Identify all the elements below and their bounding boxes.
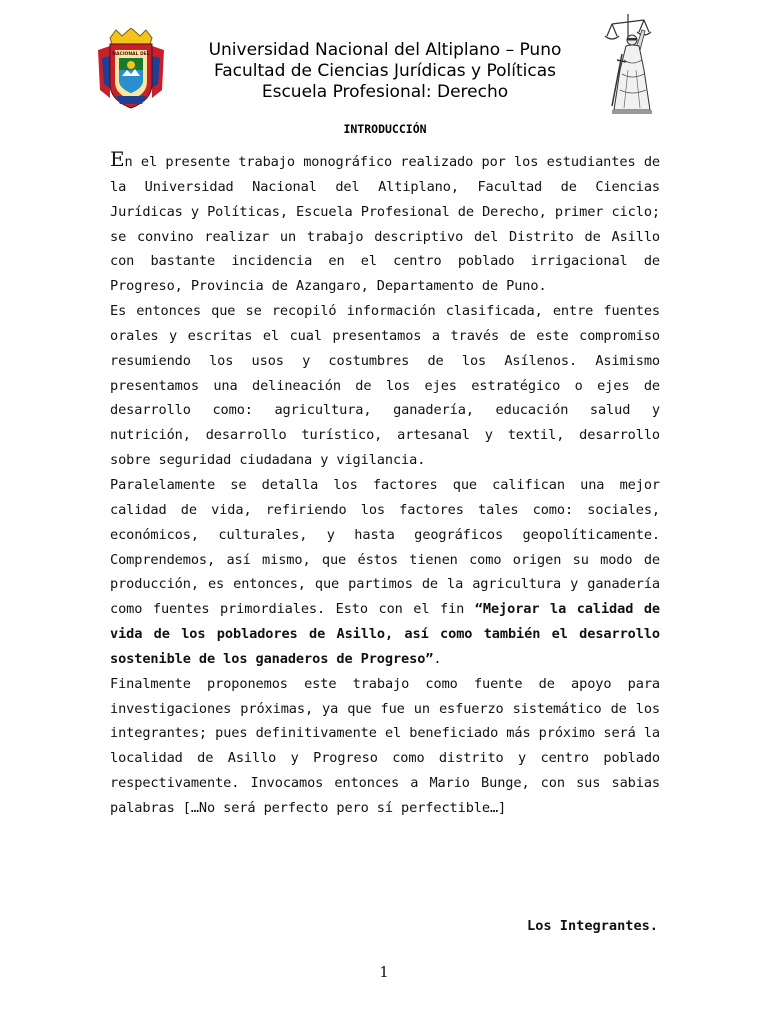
paragraph-1 xyxy=(110,147,660,299)
document-title: INTRODUCCIÓN xyxy=(343,122,427,136)
svg-text:NACIONAL DEL: NACIONAL DEL xyxy=(112,52,150,57)
institution-heading xyxy=(180,40,590,103)
paragraph-1-text: n el presente trabajo monográfico realizado por los estudiantes de la Universidad Nacional del Altiplano, Facultad de Ciencias Jurídicas y Políticas, Escuela Profesional de Derecho, primer ciclo; se convino realizar un trabajo descriptivo del Distrito de Asillo con bastante incidencia en el centro poblado irrigacional de Progreso, Provincia de Azangaro, Departamento de Puno. xyxy=(110,154,660,295)
school-name: Escuela Profesional: Derecho xyxy=(261,82,509,102)
paragraph-3-end: . xyxy=(433,650,442,667)
paragraph-4: Finalmente proponemos este trabajo como fuente de apoyo para investigaciones próximas, ya que fue un esfuerzo sistemático de los integrantes; pues definitivamente el beneficiado más próximo será la localidad de Asillo y Progreso como distrito y centro poblado respectivamente. Invocamos entonces a Mario Bunge, con sus sabias palabras […No será perfecto pero sí perfectible…] xyxy=(110,675,660,816)
page-number: 1 xyxy=(379,963,389,981)
paragraph-3-text: Paralelamente se detalla los factores que califican una mejor calidad de vida, refiriendo los factores tales como: sociales, económicos, culturales, y hasta geográficos geopolíticamente. Comprendemos, así mismo, que éstos tienen como origen su modo de producción, es entonces, que partimos de la agricultura y ganadería como fuentes primordiales. Esto con el fin xyxy=(110,476,660,618)
university-name: Universidad Nacional del Altiplano – Puno xyxy=(208,40,562,60)
lady-justice-icon xyxy=(602,10,664,116)
drop-cap: E xyxy=(110,147,125,171)
document-body xyxy=(110,147,660,821)
paragraph-2: Es entonces que se recopiló información clasificada, entre fuentes orales y escritas el cual presentamos a través de este compromiso resumiendo los usos y costumbres de los Asílenos. Asimismo presentamos una delineación de los ejes estratégico o ejes de desarrollo como: agricultura, ganadería, educación salud y nutrición, desarrollo turístico, artesanal y textil, desarrollo sobre seguridad ciudadana y vigilancia. xyxy=(110,303,660,469)
document-header xyxy=(0,0,768,118)
signature: Los Integrantes. xyxy=(527,918,658,934)
paragraph-3 xyxy=(110,473,660,672)
faculty-name: Facultad de Ciencias Jurídicas y Políticas xyxy=(214,61,556,81)
university-crest-icon xyxy=(96,28,166,110)
paragraph-3-bold-quote: “Mejorar la calidad de vida de los pobladores de Asillo, así como también el desarrollo sostenible de los ganaderos de Progreso” xyxy=(110,601,660,667)
